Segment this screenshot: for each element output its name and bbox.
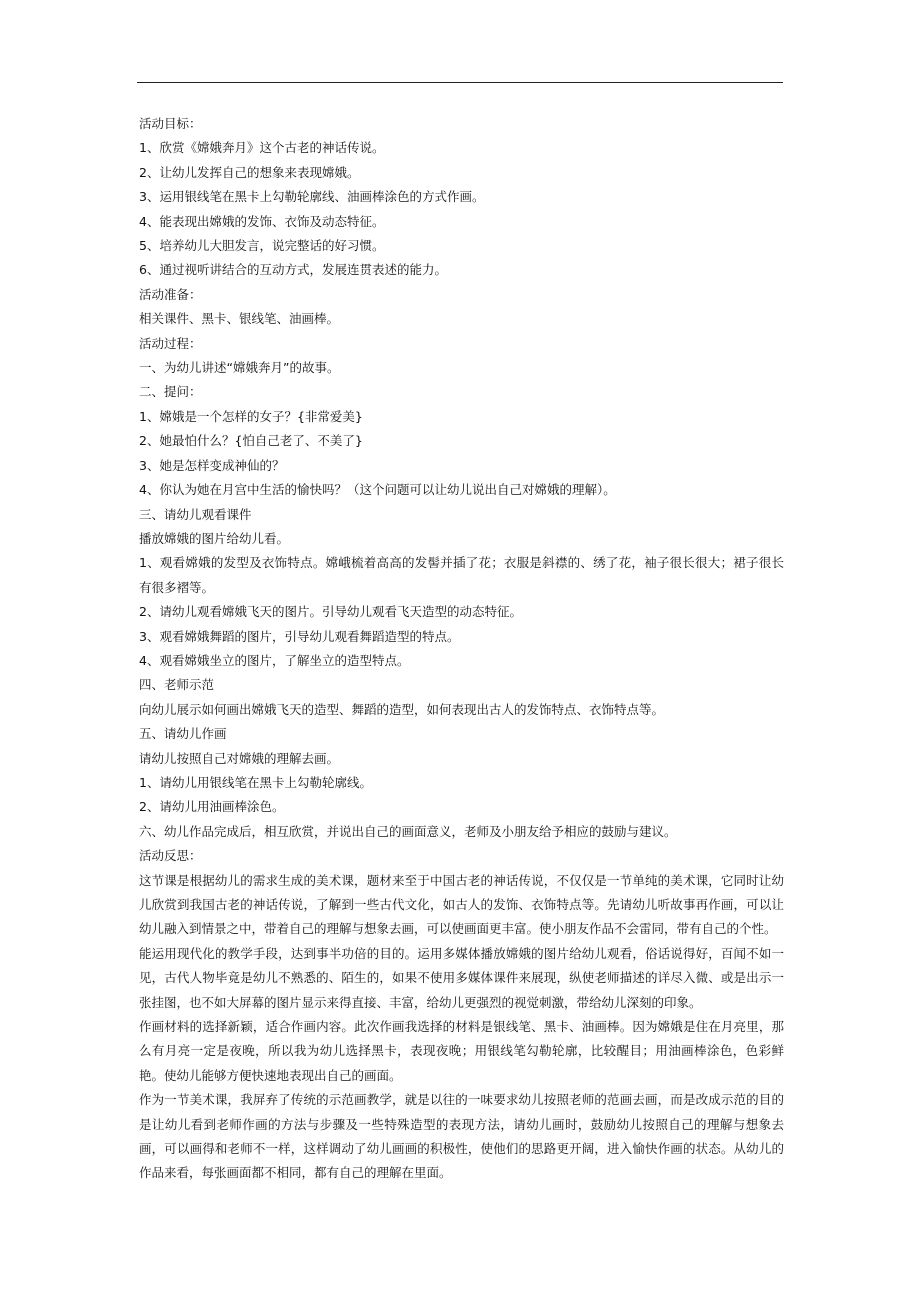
text-line: 四、老师示范 [139,677,215,693]
text-line: 3、观看嫦娥舞蹈的图片，引导幼儿观看舞蹈造型的特点。 [139,628,460,644]
text-line: 三、请幼儿观看课件 [139,506,252,522]
paragraph: 1、观看嫦娥的发型及衣饰特点。嫦峨梳着高高的发髻并插了花；衣服是斜襟的、绣了花，袖子很长很大；裙子很长有很多褶等。 [139,555,784,595]
text-line: 六、幼儿作品完成后，相互欣赏，并说出自己的画面意义，老师及小朋友给予相应的鼓励与建议。 [139,823,677,839]
text-line: 活动准备： [139,286,202,302]
text-line: 2、她最怕什么？{怕自己老了、不美了} [139,433,363,449]
header-rule [137,82,783,83]
text-line: 二、提问： [139,384,202,400]
paragraph: 能运用现代化的教学手段，达到事半功倍的目的。运用多媒体播放嫦娥的图片给幼儿观看，俗话说得好，百闻不如一见，古代人物毕竟是幼儿不熟悉的、陌生的，如果不使用多媒体课件来展现，纵使老师描述的详尽入微、或是出示一张挂图，也不如大屏幕的图片显示来得直接、丰富，给幼儿更强烈的视觉刺激，带给幼儿深刻的印象。 [139,945,784,1010]
text-line: 5、培养幼儿大胆发言，说完整话的好习惯。 [139,238,385,254]
document-body [139,112,784,1186]
text-line: 2、请幼儿用油画棒涂色。 [139,799,285,815]
text-line: 1、嫦娥是一个怎样的女子？{非常爱美} [139,408,363,424]
text-line: 1、请幼儿用银线笔在黑卡上勾勒轮廓线。 [139,774,372,790]
text-line: 活动反思： [139,848,202,864]
text-line: 4、观看嫦娥坐立的图片，了解坐立的造型特点。 [139,652,410,668]
text-line: 4、你认为她在月宫中生活的愉快吗？（这个问题可以让幼儿说出自己对嫦娥的理解）。 [139,482,616,498]
text-line: 播放嫦娥的图片给幼儿看。 [139,530,290,546]
text-line: 1、欣赏《嫦娥奔月》这个古老的神话传说。 [139,140,385,156]
text-line: 活动过程： [139,335,202,351]
text-line: 五、请幼儿作画 [139,726,227,742]
text-line: 3、她是怎样变成神仙的？ [139,457,285,473]
text-line: 相关课件、黑卡、银线笔、油画棒。 [139,311,340,327]
text-line: 2、让幼儿发挥自己的想象来表现嫦娥。 [139,164,360,180]
text-line: 向幼儿展示如何画出嫦娥飞天的造型、舞蹈的造型，如何表现出古人的发饰特点、衣饰特点等。 [139,701,665,717]
text-line: 2、请幼儿观看嫦娥飞天的图片。引导幼儿观看飞天造型的动态特征。 [139,604,522,620]
paragraph: 这节课是根据幼儿的需求生成的美术课，题材来至于中国古老的神话传说，不仅仅是一节单纯的美术课，它同时让幼儿欣赏到我国古老的神话传说，了解到一些古代文化，如古人的发饰、衣饰特点等。先请幼儿听故事再作画，可以让幼儿融入到情景之中，带着自己的理解与想象去画，可以使画面更丰富。使小朋友作品不会雷同，带有自己的个性。 [139,872,784,937]
text-line: 3、运用银线笔在黑卡上勾勒轮廓线、油画棒涂色的方式作画。 [139,189,485,205]
text-line: 一、为幼儿讲述“嫦娥奔月”的故事。 [139,360,340,376]
text-line: 活动目标： [139,116,202,131]
text-line: 4、能表现出嫦娥的发饰、衣饰及动态特征。 [139,213,385,229]
text-line: 请幼儿按照自己对嫦娥的理解去画。 [139,750,340,766]
paragraph: 作为一节美术课，我屏弃了传统的示范画教学，就是以往的一味要求幼儿按照老师的范画去画，而是改成示范的目的是让幼儿看到老师作画的方法与步骤及一些特殊造型的表现方法，请幼儿画时，鼓励幼儿按照自己的理解与想象去画，可以画得和老师不一样，这样调动了幼儿画画的积极性，使他们的思路更开阔，进入愉快作画的状态。从幼儿的作品来看，每张画面都不相同，都有自己的理解在里面。 [139,1092,784,1181]
paragraph: 作画材料的选择新颖，适合作画内容。此次作画我选择的材料是银线笔、黑卡、油画棒。因为嫦娥是住在月亮里，那么有月亮一定是夜晚，所以我为幼儿选择黑卡，表现夜晚；用银线笔勾勒轮廓，比较醒目；用油画棒涂色，色彩鲜艳。使幼儿能够方便快速地表现出自己的画面。 [139,1019,784,1083]
text-line: 6、通过视听讲结合的互动方式，发展连贯表述的能力。 [139,262,447,278]
